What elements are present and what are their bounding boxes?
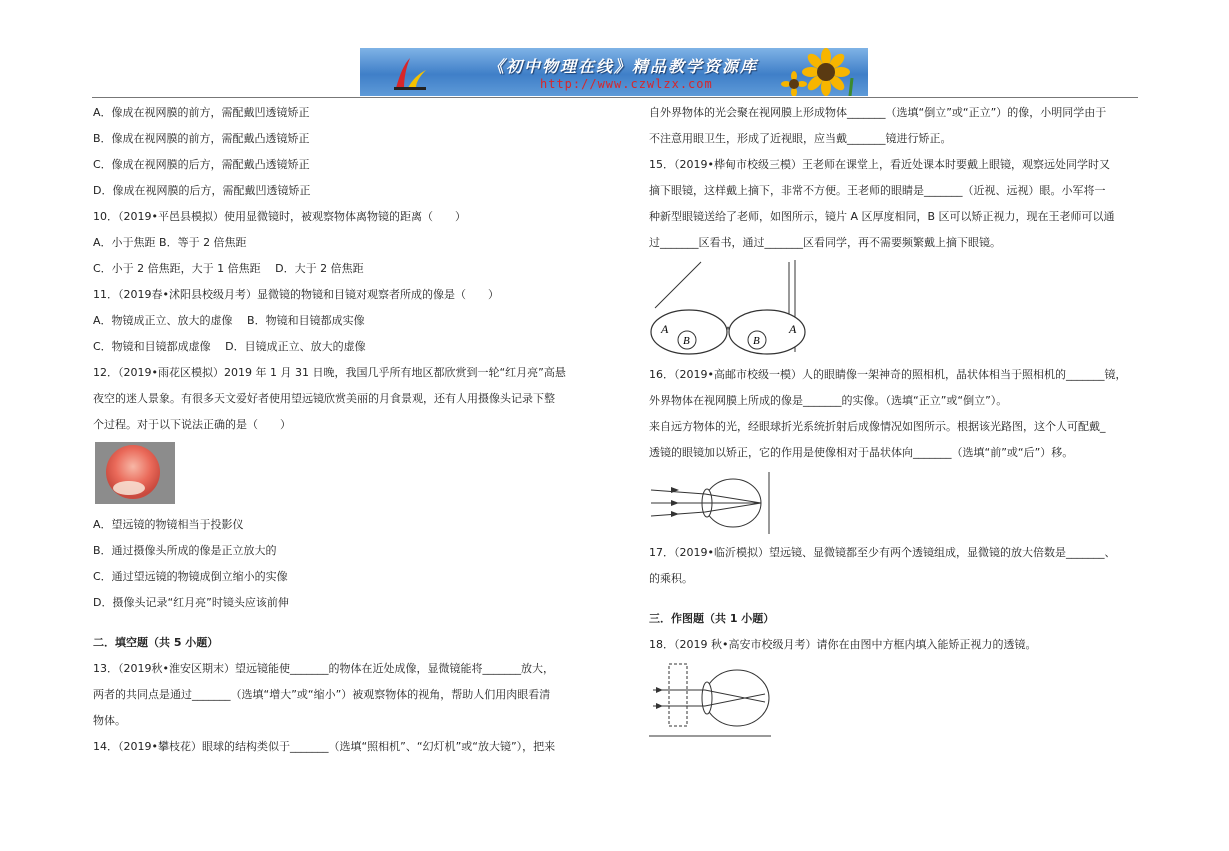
q10-options-1: A．小于焦距 B．等于 2 倍焦距 bbox=[93, 236, 247, 249]
q14-line-3: 不注意用眼卫生，形成了近视眼，应当戴_______镜进行矫正。 bbox=[649, 132, 952, 145]
q12-stem-line-2: 夜空的迷人景象。有很多天文爱好者使用望远镜欣赏美丽的月食景观，还有人用摄像头记录下整 bbox=[93, 392, 555, 405]
q9-option-b: B．像成在视网膜的前方，需配戴凸透镜矫正 bbox=[93, 132, 310, 145]
q11-options-1: A．物镜成正立、放大的虚像 B．物镜和目镜都成实像 bbox=[93, 314, 365, 327]
q15-line-3: 种新型眼镜送给了老师，如图所示，镜片 A 区厚度相同，B 区可以矫正视力，现在王老师可以通 bbox=[649, 210, 1115, 223]
q12-stem-line-3: 个过程。对于以下说法正确的是（ ） bbox=[93, 418, 291, 431]
q14-line-1: 14．（2019•攀枝花）眼球的结构类似于_______（选填“照相机”、“幻灯机”或“放大镜”），把来 bbox=[93, 740, 556, 753]
q12-option-b: B．通过摄像头所成的像是正立放大的 bbox=[93, 544, 277, 557]
q9-option-c: C．像成在视网膜的后方，需配戴凸透镜矫正 bbox=[93, 158, 310, 171]
left-column bbox=[93, 100, 593, 760]
q12-option-d: D．摄像头记录“红月亮”时镜头应该前伸 bbox=[93, 596, 289, 609]
q12-stem-line-1: 12．（2019•雨花区模拟）2019 年 1 月 31 日晚，我国几乎所有地区都欣赏到一轮“红月亮”高悬 bbox=[93, 366, 566, 379]
section-2-heading: 二．填空题（共 5 小题） bbox=[93, 636, 219, 649]
q13-line-2: 两者的共同点是通过_______（选填“增大”或“缩小”）被观察物体的视角，帮助人们用肉眼看清 bbox=[93, 688, 551, 701]
label-b-left: B bbox=[683, 335, 690, 347]
label-b-right: B bbox=[753, 335, 760, 347]
q13-line-3: 物体。 bbox=[93, 714, 126, 727]
q17-line-2: 的乘积。 bbox=[649, 572, 693, 585]
q18-stem: 18．（2019 秋•高安市校级月考）请你在由图中方框内填入能矫正视力的透镜。 bbox=[649, 638, 1037, 651]
q10-options-2: C．小于 2 倍焦距，大于 1 倍焦距 D．大于 2 倍焦距 bbox=[93, 262, 364, 275]
q16-line-2: 外界物体在视网膜上所成的像是_______的实像。（选填“正立”或“倒立”）。 bbox=[649, 394, 1008, 407]
header-rule bbox=[92, 97, 1138, 98]
q12-option-a: A．望远镜的物镜相当于投影仪 bbox=[93, 518, 244, 531]
banner-url[interactable]: http://www.czwlzx.com bbox=[540, 77, 713, 91]
q15-line-2: 摘下眼镜，这样戴上摘下，非常不方便。王老师的眼睛是_______（近视、远视）眼。小军将一 bbox=[649, 184, 1106, 197]
q16-line-1: 16．（2019•高邮市校级一模）人的眼睛像一架神奇的照相机，晶状体相当于照相机的_______镜， bbox=[649, 368, 1127, 381]
label-a-left: A bbox=[661, 322, 669, 336]
q15-line-1: 15．（2019•桦甸市校级三模）王老师在课堂上，看近处课本时要戴上眼镜，观察远处同学时又 bbox=[649, 158, 1110, 171]
q9-option-a: A．像成在视网膜的前方，需配戴凹透镜矫正 bbox=[93, 106, 310, 119]
right-column bbox=[649, 100, 1139, 738]
q16-line-4: 透镜的眼镜加以矫正，它的作用是使像相对于晶状体向_______（选填“前”或“后”）移。 bbox=[649, 446, 1074, 459]
q12-option-c: C．通过望远镜的物镜成倒立缩小的实像 bbox=[93, 570, 288, 583]
section-3-heading: 三．作图题（共 1 小题） bbox=[649, 612, 775, 625]
q11-options-2: C．物镜和目镜都成虚像 D．目镜成正立、放大的虚像 bbox=[93, 340, 366, 353]
sunflower-icon bbox=[780, 48, 868, 96]
eye-correction-diagram bbox=[649, 662, 775, 738]
site-logo-icon bbox=[390, 54, 430, 92]
red-moon-image bbox=[95, 442, 175, 504]
q9-option-d: D．像成在视网膜的后方，需配戴凹透镜矫正 bbox=[93, 184, 311, 197]
label-a-right: A bbox=[789, 322, 797, 336]
q13-line-1: 13．（2019秋•淮安区期末）望远镜能使_______的物体在近处成像，显微镜能将_______放大， bbox=[93, 662, 554, 675]
q10-stem: 10．（2019•平邑县模拟）使用显微镜时，被观察物体离物镜的距离（ ） bbox=[93, 210, 466, 223]
glasses-diagram bbox=[649, 260, 809, 358]
q11-stem: 11．（2019春•沭阳县校级月考）显微镜的物镜和目镜对观察者所成的像是（ ） bbox=[93, 288, 499, 301]
q17-line-1: 17．（2019•临沂模拟）望远镜、显微镜都至少有两个透镜组成，显微镜的放大倍数是_______、 bbox=[649, 546, 1116, 559]
header-banner bbox=[360, 48, 868, 96]
q15-line-4: 过_______区看书，通过_______区看同学，再不需要频繁戴上摘下眼镜。 bbox=[649, 236, 1001, 249]
q16-line-3: 来自远方物体的光，经眼球折光系统折射后成像情况如图所示。根据该光路图，这个人可配戴_ bbox=[649, 420, 1106, 433]
banner-title: 《初中物理在线》精品教学资源库 bbox=[488, 57, 759, 76]
eye-ray-diagram bbox=[649, 468, 779, 538]
q14-line-2: 自外界物体的光会聚在视网膜上形成物体_______（选填“倒立”或“正立”）的像，小明同学由于 bbox=[649, 106, 1107, 119]
